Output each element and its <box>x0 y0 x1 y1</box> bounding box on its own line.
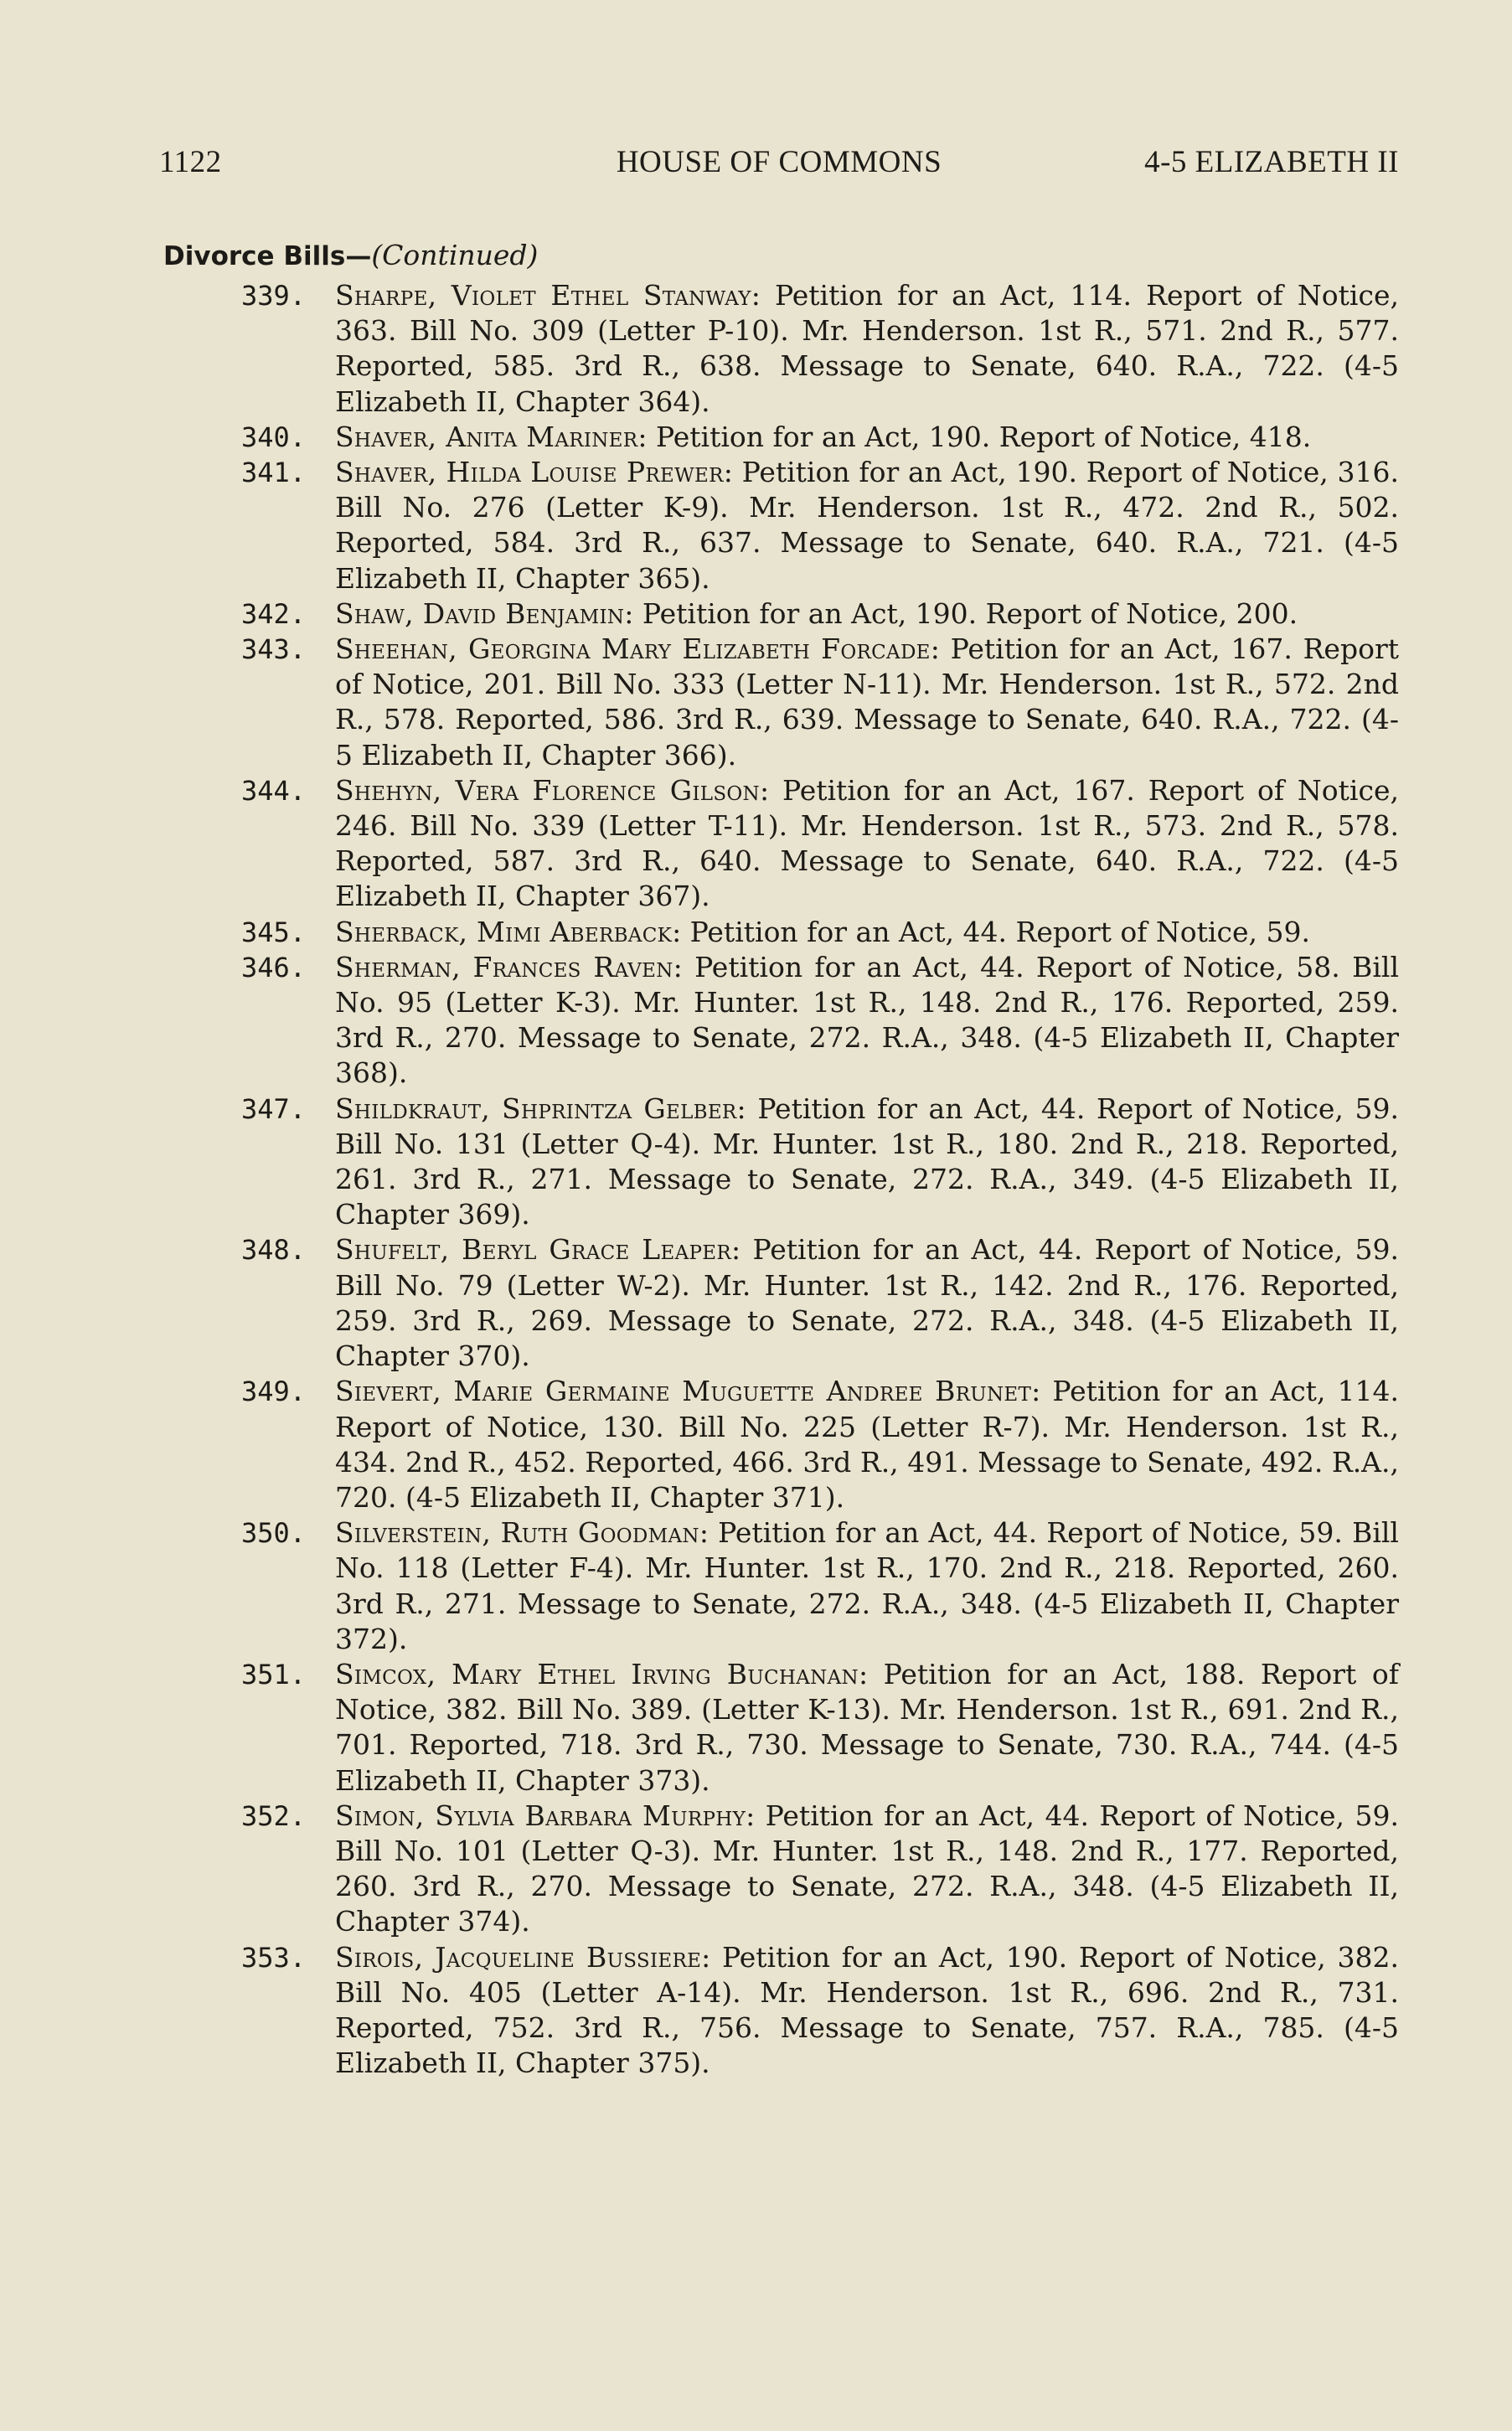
entry-number: 340. <box>241 421 307 453</box>
page-number: 1122 <box>159 145 222 179</box>
entry-name: Sharpe, Violet Ethel Stanway <box>335 279 751 312</box>
list-item <box>243 632 1399 773</box>
entry-number: 342. <box>241 597 307 630</box>
entry-text: : Petition for an Act, 114. Report of Notice, 363. Bill No. 309 (Letter P-10). Mr. Henderson. 1st R., 571. 2nd R., 577. Reported, 585. 3rd R., 638. Message to Senate, 640. R.A., 722. (4-5 Elizabeth II, Chapter 364). <box>335 279 1399 418</box>
entry-name: Sirois, Jacqueline Bussiere <box>335 1940 702 1974</box>
header-title: HOUSE OF COMMONS <box>616 145 942 179</box>
list-item <box>243 1374 1399 1515</box>
section-dash: — <box>345 241 372 271</box>
entry-number: 350. <box>241 1517 307 1550</box>
entry-number: 345. <box>241 916 307 948</box>
list-item <box>243 1657 1399 1799</box>
entry-name: Simcox, Mary Ethel Irving Buchanan <box>335 1657 859 1690</box>
list-item <box>243 278 1399 420</box>
entry-text: : Petition for an Act, 44. Report of Notice, 59. Bill No. 131 (Letter Q-4). Mr. Hunter. 1st R., 180. 2nd R., 218. Reported, 261. 3rd R., 271. Message to Senate, 272. R.A., 349. (4-5 Elizabeth II, Chapter 369). <box>335 1092 1399 1231</box>
entry-text: : Petition for an Act, 167. Report of Notice, 246. Bill No. 339 (Letter T-11). Mr. Henderson. 1st R., 573. 2nd R., 578. Reported, 587. 3rd R., 640. Message to Senate, 640. R.A., 722. (4-5 Elizabeth II, Chapter 367). <box>335 773 1399 913</box>
entry-text: : Petition for an Act, 188. Report of Notice, 382. Bill No. 389. (Letter K-13). Mr. Henderson. 1st R., 691. 2nd R., 701. Reported, 718. 3rd R., 730. Message to Senate, 730. R.A., 744. (4-5 Elizabeth II, Chapter 373). <box>335 1657 1399 1797</box>
section-heading <box>163 239 538 271</box>
entry-name: Shaver, Anita Mariner <box>335 420 638 453</box>
entry-number: 341. <box>241 457 307 489</box>
entry-number: 343. <box>241 633 307 666</box>
list-item <box>243 1515 1399 1657</box>
entry-text: : Petition for an Act, 44. Report of Notice, 58. Bill No. 95 (Letter K-3). Mr. Hunter. 1st R., 148. 2nd R., 176. Reported, 259. 3rd R., 270. Message to Senate, 272. R.A., 348. (4-5 Elizabeth II, Chapter 368). <box>335 950 1399 1090</box>
entry-name: Simon, Sylvia Barbara Murphy <box>335 1799 746 1832</box>
entry-text: : Petition for an Act, 190. Report of Notice, 316. Bill No. 276 (Letter K-9). Mr. Henderson. 1st R., 472. 2nd R., 502. Reported, 584. 3rd R., 637. Message to Senate, 640. R.A., 721. (4-5 Elizabeth II, Chapter 365). <box>335 456 1399 595</box>
entry-text: : Petition for an Act, 190. Report of Notice, 382. Bill No. 405 (Letter A-14). Mr. Henderson. 1st R., 696. 2nd R., 731. Reported, 752. 3rd R., 756. Message to Senate, 757. R.A., 785. (4-5 Elizabeth II, Chapter 375). <box>335 1940 1399 2080</box>
list-item <box>243 1799 1399 1940</box>
entry-text: : Petition for an Act, 114. Report of Notice, 130. Bill No. 225 (Letter R-7). Mr. Henderson. 1st R., 434. 2nd R., 452. Reported, 466. 3rd R., 491. Message to Senate, 492. R.A., 720. (4-5 Elizabeth II, Chapter 371). <box>335 1375 1399 1514</box>
entry-list <box>243 278 1399 2081</box>
entry-number: 344. <box>241 774 307 807</box>
section-continued: (Continued) <box>371 239 539 271</box>
entry-text: : Petition for an Act, 167. Report of Notice, 201. Bill No. 333 (Letter N-11). Mr. Henderson. 1st R., 572. 2nd R., 578. Reported, 586. 3rd R., 639. Message to Senate, 640. R.A., 722. (4-5 Elizabeth II, Chapter 366). <box>335 632 1399 772</box>
list-item <box>243 455 1399 596</box>
entry-name: Sherman, Frances Raven <box>335 950 673 983</box>
list-item <box>243 596 1399 632</box>
entry-name: Sheehan, Georgina Mary Elizabeth Forcade <box>335 632 931 666</box>
entry-text: : Petition for an Act, 44. Report of Notice, 59. Bill No. 101 (Letter Q-3). Mr. Hunter. 1st R., 148. 2nd R., 177. Reported, 260. 3rd R., 270. Message to Senate, 272. R.A., 348. (4-5 Elizabeth II, Chapter 374). <box>335 1799 1399 1938</box>
list-item <box>243 420 1399 455</box>
list-item <box>243 915 1399 950</box>
entry-number: 353. <box>241 1941 307 1974</box>
section-title: Divorce Bills <box>163 241 346 271</box>
running-header <box>159 144 1399 184</box>
entry-name: Silverstein, Ruth Goodman <box>335 1516 699 1550</box>
list-item <box>243 1092 1399 1233</box>
header-session: 4-5 ELIZABETH II <box>1144 145 1399 179</box>
entry-text: : Petition for an Act, 190. Report of Notice, 418. <box>637 420 1312 453</box>
entry-number: 352. <box>241 1799 307 1832</box>
entry-number: 339. <box>241 280 307 312</box>
entry-text: : Petition for an Act, 44. Report of Notice, 59. Bill No. 118 (Letter F-4). Mr. Hunter. 1st R., 170. 2nd R., 218. Reported, 260. 3rd R., 271. Message to Senate, 272. R.A., 348. (4-5 Elizabeth II, Chapter 372). <box>335 1516 1399 1655</box>
entry-text: : Petition for an Act, 44. Report of Notice, 59. Bill No. 79 (Letter W-2). Mr. Hunter. 1st R., 142. 2nd R., 176. Reported, 259. 3rd R., 269. Message to Senate, 272. R.A., 348. (4-5 Elizabeth II, Chapter 370). <box>335 1233 1399 1373</box>
entry-number: 346. <box>241 951 307 983</box>
entry-name: Shufelt, Beryl Grace Leaper <box>335 1233 731 1267</box>
list-item <box>243 950 1399 1092</box>
entry-name: Shehyn, Vera Florence Gilson <box>335 773 760 807</box>
entry-number: 347. <box>241 1092 307 1125</box>
entry-name: Shaw, David Benjamin <box>335 596 625 630</box>
entry-number: 348. <box>241 1234 307 1267</box>
entry-text: : Petition for an Act, 44. Report of Notice, 59. <box>672 915 1310 948</box>
list-item <box>243 1940 1399 2082</box>
list-item <box>243 1232 1399 1374</box>
entry-number: 351. <box>241 1658 307 1690</box>
list-item <box>243 773 1399 915</box>
entry-name: Shaver, Hilda Louise Prewer <box>335 456 724 489</box>
entry-text: : Petition for an Act, 190. Report of Notice, 200. <box>624 596 1298 630</box>
entry-name: Shildkraut, Shprintza Gelber <box>335 1092 737 1125</box>
entry-number: 349. <box>241 1376 307 1408</box>
entry-name: Sievert, Marie Germaine Muguette Andree Brunet <box>335 1375 1032 1408</box>
entry-name: Sherback, Mimi Aberback <box>335 915 673 948</box>
